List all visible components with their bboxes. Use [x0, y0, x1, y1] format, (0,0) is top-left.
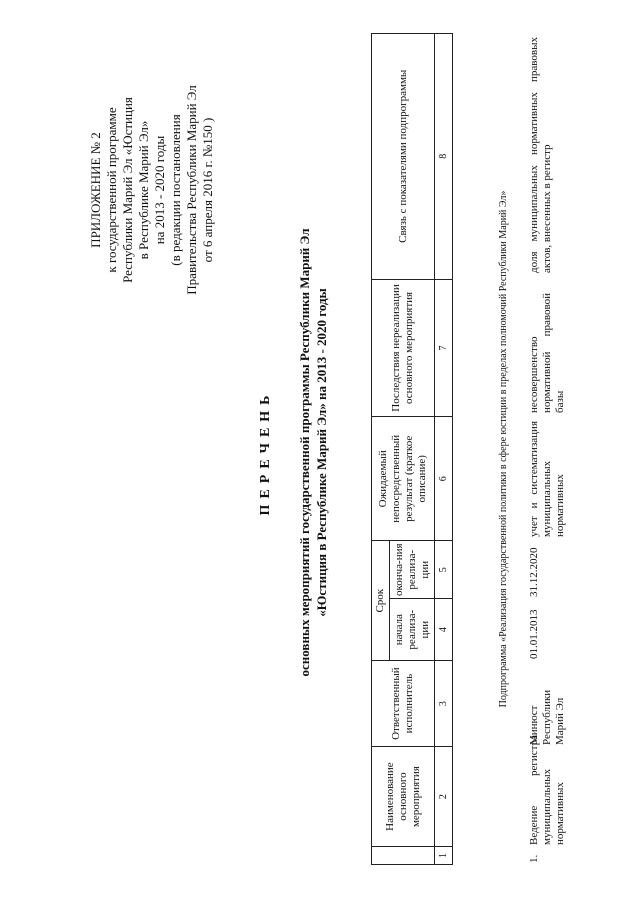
measures-table [371, 33, 453, 865]
row-start-date: 01.01.2013 [528, 609, 540, 659]
appendix-line: на 2013 - 2020 годы [152, 135, 167, 245]
appendix-line: (в редакции постановления [168, 114, 183, 266]
column-number: 4 [435, 599, 453, 661]
row-number: 1. [528, 854, 540, 863]
header-end: оконча-ния реализа-ции [390, 541, 435, 599]
column-number: 1 [435, 847, 453, 865]
row-consequences: несовершенство нормативной правовой базы [528, 293, 566, 413]
header-name: Наименование основного мероприятия [372, 747, 435, 847]
appendix-line: в Республике Марий Эл» [136, 120, 151, 260]
column-number: 6 [435, 417, 453, 541]
header-link: Связь с показателями подпрограммы [372, 34, 435, 280]
header-executor: Ответственный исполнитель [372, 661, 435, 747]
column-numbers-row [435, 34, 453, 865]
header-consequences: Последствия нереализации основного мероприятия [372, 279, 435, 417]
appendix-line: ПРИЛОЖЕНИЕ № 2 [88, 132, 103, 248]
row-end-date: 31.12.2020 [528, 547, 540, 597]
subtitle-line: «Юстиция в Республике Марий Эл» на 2013 - 2020 годы [314, 288, 329, 617]
row-expected-result: учет и систематизация муниципальных нормативных [528, 421, 566, 537]
column-number: 3 [435, 661, 453, 747]
header-start: начала реализа-ции [390, 599, 435, 661]
subtitle-line: основных мероприятий государственной программы Республики Марий Эл [297, 228, 312, 677]
header-term: Срок [372, 541, 390, 661]
row-measure-name: Ведение регистра муниципальных нормативных [528, 735, 566, 845]
appendix-line: Республики Марий Эл «Юстиция [120, 97, 135, 283]
column-number: 8 [435, 34, 453, 280]
appendix-line: от 6 апреля 2016 г. №150 ) [200, 117, 215, 263]
column-number: 7 [435, 279, 453, 417]
header-num [372, 847, 435, 865]
appendix-line: Правительства Республики Марий Эл [184, 85, 199, 295]
column-number: 5 [435, 541, 453, 599]
header-result: Ожидаемый непосредственный результат (краткое описание) [372, 417, 435, 541]
document-title: ПЕРЕЧЕНЬ [258, 389, 273, 516]
appendix-line: к государственной программе [104, 107, 119, 273]
subprogram-heading: Подпрограмма «Реализация государственной политики в сфере юстиции в пределах полномочий Республики Марий Эл» [498, 190, 509, 708]
column-number: 2 [435, 747, 453, 847]
row-indicator-link: доля муниципальных нормативных правовых актов, внесенных в регистр [528, 37, 553, 273]
document-subtitle [296, 40, 330, 865]
row-executor: Минюст Республики Марий Эл [528, 689, 566, 745]
appendix-block [88, 65, 216, 315]
